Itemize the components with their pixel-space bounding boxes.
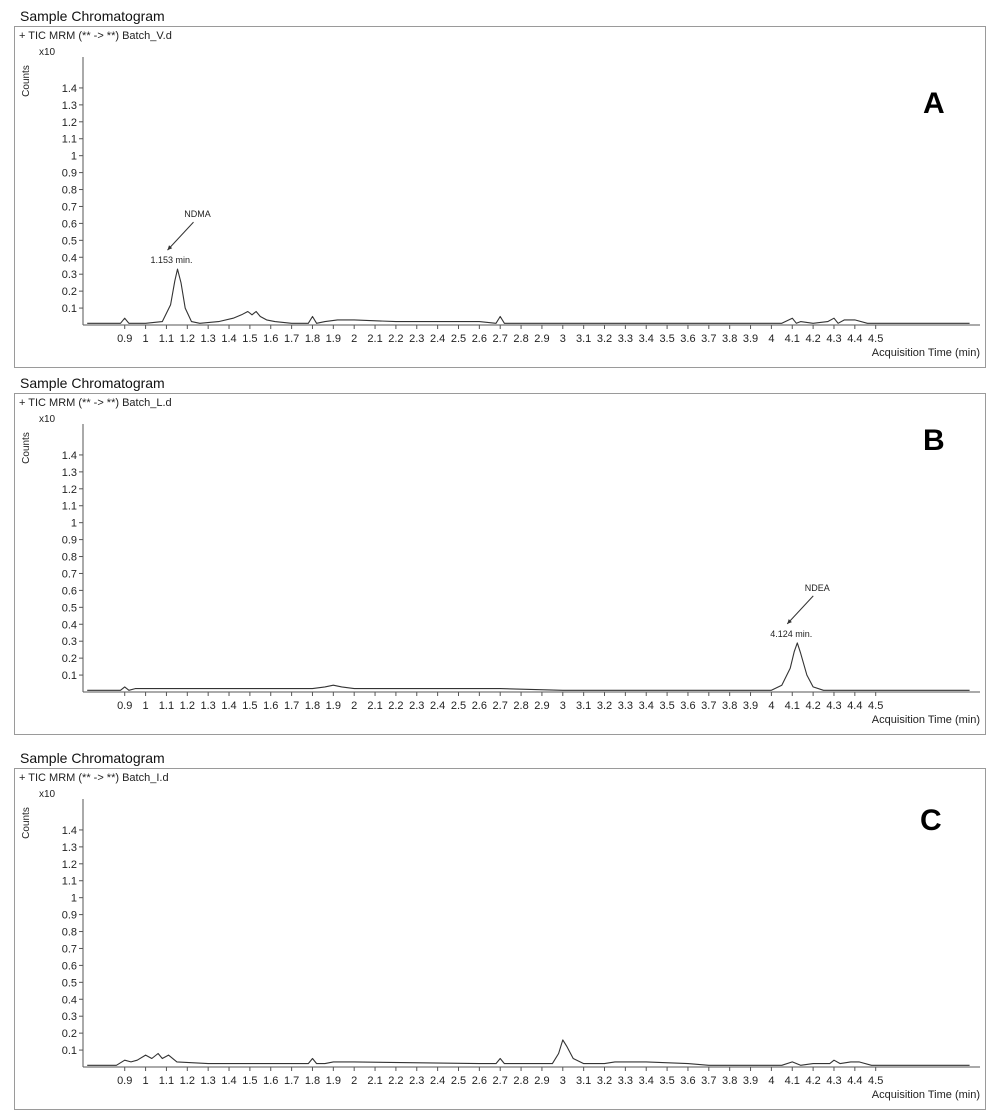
x-tick-label-b: 2.4 bbox=[429, 700, 446, 712]
y-tick-label-b: 1.2 bbox=[61, 483, 77, 496]
y-tick-label-b: 1.3 bbox=[61, 466, 77, 479]
x-tick-label-b: 4.5 bbox=[868, 700, 884, 712]
x-tick-label-b: 1.8 bbox=[304, 700, 321, 712]
y-tick-label-b: 1 bbox=[70, 517, 77, 530]
x-tick-label-a: 2.3 bbox=[409, 333, 425, 345]
x-tick-label-c: 1.8 bbox=[304, 1075, 321, 1087]
trace-title-b: + TIC MRM (** -> **) Batch_L.d bbox=[19, 397, 172, 409]
x-tick-label-a: 1.1 bbox=[158, 333, 175, 345]
y-tick-label-a: 1.2 bbox=[61, 116, 77, 129]
y-multiplier-b: x10 bbox=[39, 414, 56, 425]
panel-letter-c: C bbox=[920, 804, 942, 837]
x-tick-label-c: 3.7 bbox=[701, 1075, 717, 1087]
x-tick-label-a: 0.9 bbox=[117, 333, 133, 345]
x-tick-label-a: 4.5 bbox=[868, 333, 884, 345]
x-tick-label-a: 3.9 bbox=[742, 333, 759, 345]
y-tick-label-a: 0.2 bbox=[61, 286, 77, 299]
x-tick-label-a: 2.6 bbox=[471, 333, 487, 345]
y-tick-label-c: 1.2 bbox=[61, 858, 77, 871]
section-title-a: Sample Chromatogram bbox=[20, 8, 165, 24]
x-tick-label-b: 4.1 bbox=[784, 700, 800, 712]
y-tick-label-c: 0.8 bbox=[61, 926, 77, 939]
chromatogram-plot-a bbox=[15, 27, 985, 367]
x-tick-label-b: 2.2 bbox=[388, 700, 404, 712]
y-tick-label-b: 1.4 bbox=[61, 449, 77, 462]
x-tick-label-c: 3.3 bbox=[617, 1075, 634, 1087]
y-tick-label-a: 0.7 bbox=[61, 201, 77, 214]
x-tick-label-b: 2.7 bbox=[492, 700, 508, 712]
x-tick-label-b: 2 bbox=[351, 700, 358, 712]
x-tick-label-c: 4.1 bbox=[784, 1075, 800, 1087]
y-tick-label-a: 0.9 bbox=[61, 167, 77, 180]
x-tick-label-b: 1.5 bbox=[242, 700, 258, 712]
x-tick-label-c: 1.3 bbox=[200, 1075, 216, 1087]
x-tick-label-c: 3.1 bbox=[576, 1075, 592, 1087]
y-tick-label-b: 0.8 bbox=[61, 551, 77, 564]
x-tick-label-a: 4.1 bbox=[784, 333, 800, 345]
x-tick-label-b: 1.7 bbox=[283, 700, 300, 712]
x-tick-label-a: 3.6 bbox=[680, 333, 696, 345]
x-tick-label-c: 3.8 bbox=[722, 1075, 738, 1087]
y-tick-label-a: 0.3 bbox=[61, 269, 77, 282]
x-tick-label-c: 2.8 bbox=[513, 1075, 529, 1087]
y-tick-label-a: 0.1 bbox=[61, 303, 77, 316]
x-tick-label-b: 2.9 bbox=[534, 700, 550, 712]
y-tick-label-a: 1.4 bbox=[61, 82, 77, 95]
x-tick-label-c: 3.4 bbox=[638, 1075, 654, 1087]
x-tick-label-c: 3.6 bbox=[680, 1075, 696, 1087]
x-tick-label-b: 3.9 bbox=[742, 700, 759, 712]
x-tick-label-c: 3.5 bbox=[659, 1075, 675, 1087]
x-tick-label-b: 4 bbox=[768, 700, 775, 712]
x-tick-label-b: 2.6 bbox=[471, 700, 487, 712]
y-tick-label-c: 1.4 bbox=[61, 824, 77, 837]
x-tick-label-a: 3.8 bbox=[722, 333, 738, 345]
x-axis-label-a: Acquisition Time (min) bbox=[871, 347, 980, 359]
x-tick-label-c: 2.2 bbox=[388, 1075, 404, 1087]
x-tick-label-a: 2.2 bbox=[388, 333, 404, 345]
y-multiplier-c: x10 bbox=[39, 789, 56, 800]
x-tick-label-b: 3.1 bbox=[576, 700, 592, 712]
y-tick-label-c: 0.6 bbox=[61, 960, 77, 973]
y-tick-label-c: 0.4 bbox=[61, 994, 77, 1007]
x-axis-label-b: Acquisition Time (min) bbox=[871, 714, 980, 726]
y-tick-label-c: 0.1 bbox=[61, 1045, 77, 1058]
x-tick-label-c: 2 bbox=[351, 1075, 358, 1087]
y-tick-label-c: 0.9 bbox=[61, 909, 77, 922]
peak-compound-label-b: NDEA bbox=[804, 582, 830, 593]
y-tick-label-a: 0.6 bbox=[61, 218, 77, 231]
x-tick-label-c: 2.4 bbox=[429, 1075, 446, 1087]
x-tick-label-b: 1.4 bbox=[221, 700, 237, 712]
x-tick-label-a: 4.4 bbox=[847, 333, 863, 345]
x-tick-label-c: 1.2 bbox=[179, 1075, 195, 1087]
x-tick-label-c: 1.9 bbox=[325, 1075, 341, 1087]
x-tick-label-a: 1 bbox=[142, 333, 149, 345]
x-tick-label-a: 3.3 bbox=[617, 333, 634, 345]
y-tick-label-c: 1 bbox=[70, 892, 77, 905]
x-tick-label-a: 3.5 bbox=[659, 333, 675, 345]
x-tick-label-c: 4 bbox=[768, 1075, 775, 1087]
x-tick-label-a: 2.7 bbox=[492, 333, 508, 345]
peak-arrow-line-b bbox=[787, 596, 813, 624]
x-tick-label-b: 2.3 bbox=[409, 700, 425, 712]
chromatogram-plot-b bbox=[15, 394, 985, 734]
x-tick-label-c: 3.2 bbox=[596, 1075, 613, 1087]
y-tick-label-a: 0.5 bbox=[61, 235, 77, 248]
y-tick-label-b: 0.5 bbox=[61, 602, 77, 615]
x-tick-label-a: 3 bbox=[559, 333, 566, 345]
x-tick-label-b: 2.5 bbox=[450, 700, 467, 712]
section-title-c: Sample Chromatogram bbox=[20, 750, 165, 766]
x-tick-label-a: 2 bbox=[351, 333, 358, 345]
x-tick-label-c: 4.4 bbox=[847, 1075, 863, 1087]
x-tick-label-a: 2.8 bbox=[513, 333, 529, 345]
chromatogram-panel-b bbox=[14, 393, 986, 735]
x-tick-label-a: 1.4 bbox=[221, 333, 237, 345]
x-tick-label-b: 2.8 bbox=[513, 700, 529, 712]
x-tick-label-a: 2.4 bbox=[429, 333, 446, 345]
x-tick-label-c: 4.5 bbox=[868, 1075, 884, 1087]
section-title-b: Sample Chromatogram bbox=[20, 375, 165, 391]
y-tick-label-a: 0.8 bbox=[61, 184, 77, 197]
x-tick-label-b: 2.1 bbox=[367, 700, 383, 712]
y-axis-label-b: Counts bbox=[21, 432, 32, 464]
x-tick-label-a: 4.2 bbox=[805, 333, 821, 345]
panel-letter-a: A bbox=[923, 87, 945, 120]
chromatogram-panel-a bbox=[14, 26, 986, 368]
x-tick-label-b: 1.6 bbox=[263, 700, 279, 712]
x-tick-label-a: 1.3 bbox=[200, 333, 216, 345]
peak-arrow-line-a bbox=[167, 222, 193, 250]
y-tick-label-b: 0.6 bbox=[61, 585, 77, 598]
peak-retention-label-b: 4.124 min. bbox=[770, 628, 813, 639]
x-tick-label-c: 1 bbox=[142, 1075, 149, 1087]
y-tick-label-a: 1.1 bbox=[61, 133, 77, 146]
x-tick-label-a: 1.5 bbox=[242, 333, 258, 345]
y-axis-label-c: Counts bbox=[21, 807, 32, 839]
peak-retention-label-a: 1.153 min. bbox=[150, 255, 193, 266]
x-tick-label-c: 1.5 bbox=[242, 1075, 258, 1087]
x-tick-label-b: 1.1 bbox=[158, 700, 175, 712]
x-tick-label-b: 3.8 bbox=[722, 700, 738, 712]
x-tick-label-a: 3.4 bbox=[638, 333, 654, 345]
x-tick-label-a: 2.9 bbox=[534, 333, 550, 345]
y-tick-label-c: 0.5 bbox=[61, 977, 77, 990]
x-tick-label-c: 2.9 bbox=[534, 1075, 550, 1087]
x-tick-label-b: 1.9 bbox=[325, 700, 341, 712]
x-tick-label-b: 0.9 bbox=[117, 700, 133, 712]
y-tick-label-b: 1.1 bbox=[61, 500, 77, 513]
x-tick-label-a: 2.1 bbox=[367, 333, 383, 345]
x-tick-label-c: 0.9 bbox=[117, 1075, 133, 1087]
x-tick-label-b: 1 bbox=[142, 700, 149, 712]
y-tick-label-c: 1.1 bbox=[61, 875, 77, 888]
panel-letter-b: B bbox=[923, 424, 945, 457]
x-tick-label-c: 2.7 bbox=[492, 1075, 508, 1087]
x-tick-label-c: 4.2 bbox=[805, 1075, 821, 1087]
y-tick-label-c: 1.3 bbox=[61, 841, 77, 854]
chromatogram-plot-c bbox=[15, 769, 985, 1109]
x-tick-label-a: 3.1 bbox=[576, 333, 592, 345]
x-tick-label-b: 1.3 bbox=[200, 700, 216, 712]
y-tick-label-b: 0.7 bbox=[61, 568, 77, 581]
y-tick-label-a: 1 bbox=[70, 150, 77, 163]
y-tick-label-b: 0.2 bbox=[61, 653, 77, 666]
x-tick-label-a: 1.6 bbox=[263, 333, 279, 345]
x-tick-label-c: 2.3 bbox=[409, 1075, 425, 1087]
trace-title-c: + TIC MRM (** -> **) Batch_I.d bbox=[19, 772, 169, 784]
x-tick-label-c: 2.6 bbox=[471, 1075, 487, 1087]
x-tick-label-b: 3.6 bbox=[680, 700, 696, 712]
y-tick-label-b: 0.3 bbox=[61, 636, 77, 649]
x-tick-label-b: 3.3 bbox=[617, 700, 634, 712]
y-tick-label-c: 0.3 bbox=[61, 1011, 77, 1024]
y-tick-label-b: 0.1 bbox=[61, 670, 77, 683]
peak-compound-label-a: NDMA bbox=[184, 209, 211, 220]
tic-trace-a-0 bbox=[87, 269, 969, 323]
y-tick-label-b: 0.4 bbox=[61, 619, 77, 632]
x-tick-label-c: 1.6 bbox=[263, 1075, 279, 1087]
x-tick-label-a: 2.5 bbox=[450, 333, 467, 345]
x-tick-label-c: 3 bbox=[559, 1075, 566, 1087]
x-axis-label-c: Acquisition Time (min) bbox=[871, 1089, 980, 1101]
x-tick-label-c: 2.5 bbox=[450, 1075, 467, 1087]
x-tick-label-b: 4.2 bbox=[805, 700, 821, 712]
trace-title-a: + TIC MRM (** -> **) Batch_V.d bbox=[19, 30, 172, 42]
y-tick-label-a: 0.4 bbox=[61, 252, 77, 265]
x-tick-label-a: 1.7 bbox=[283, 333, 300, 345]
y-tick-label-b: 0.9 bbox=[61, 534, 77, 547]
x-tick-label-c: 3.9 bbox=[742, 1075, 759, 1087]
x-tick-label-b: 3 bbox=[559, 700, 566, 712]
tic-trace-b-0 bbox=[87, 643, 969, 690]
x-tick-label-b: 3.7 bbox=[701, 700, 717, 712]
x-tick-label-c: 4.3 bbox=[826, 1075, 842, 1087]
chromatogram-panel-c bbox=[14, 768, 986, 1110]
x-tick-label-b: 4.4 bbox=[847, 700, 863, 712]
x-tick-label-c: 1.4 bbox=[221, 1075, 237, 1087]
tic-trace-c-0 bbox=[87, 1040, 969, 1065]
x-tick-label-b: 3.4 bbox=[638, 700, 654, 712]
x-tick-label-a: 3.2 bbox=[596, 333, 613, 345]
y-tick-label-c: 0.2 bbox=[61, 1028, 77, 1041]
x-tick-label-c: 2.1 bbox=[367, 1075, 383, 1087]
y-multiplier-a: x10 bbox=[39, 47, 56, 58]
x-tick-label-c: 1.1 bbox=[158, 1075, 175, 1087]
x-tick-label-a: 4.3 bbox=[826, 333, 842, 345]
x-tick-label-c: 1.7 bbox=[283, 1075, 300, 1087]
y-tick-label-a: 1.3 bbox=[61, 99, 77, 112]
x-tick-label-a: 1.9 bbox=[325, 333, 341, 345]
x-tick-label-b: 3.5 bbox=[659, 700, 675, 712]
y-axis-label-a: Counts bbox=[21, 65, 32, 97]
y-tick-label-c: 0.7 bbox=[61, 943, 77, 956]
x-tick-label-a: 3.7 bbox=[701, 333, 717, 345]
x-tick-label-b: 3.2 bbox=[596, 700, 613, 712]
x-tick-label-b: 1.2 bbox=[179, 700, 195, 712]
x-tick-label-b: 4.3 bbox=[826, 700, 842, 712]
x-tick-label-a: 1.2 bbox=[179, 333, 195, 345]
x-tick-label-a: 1.8 bbox=[304, 333, 321, 345]
x-tick-label-a: 4 bbox=[768, 333, 775, 345]
